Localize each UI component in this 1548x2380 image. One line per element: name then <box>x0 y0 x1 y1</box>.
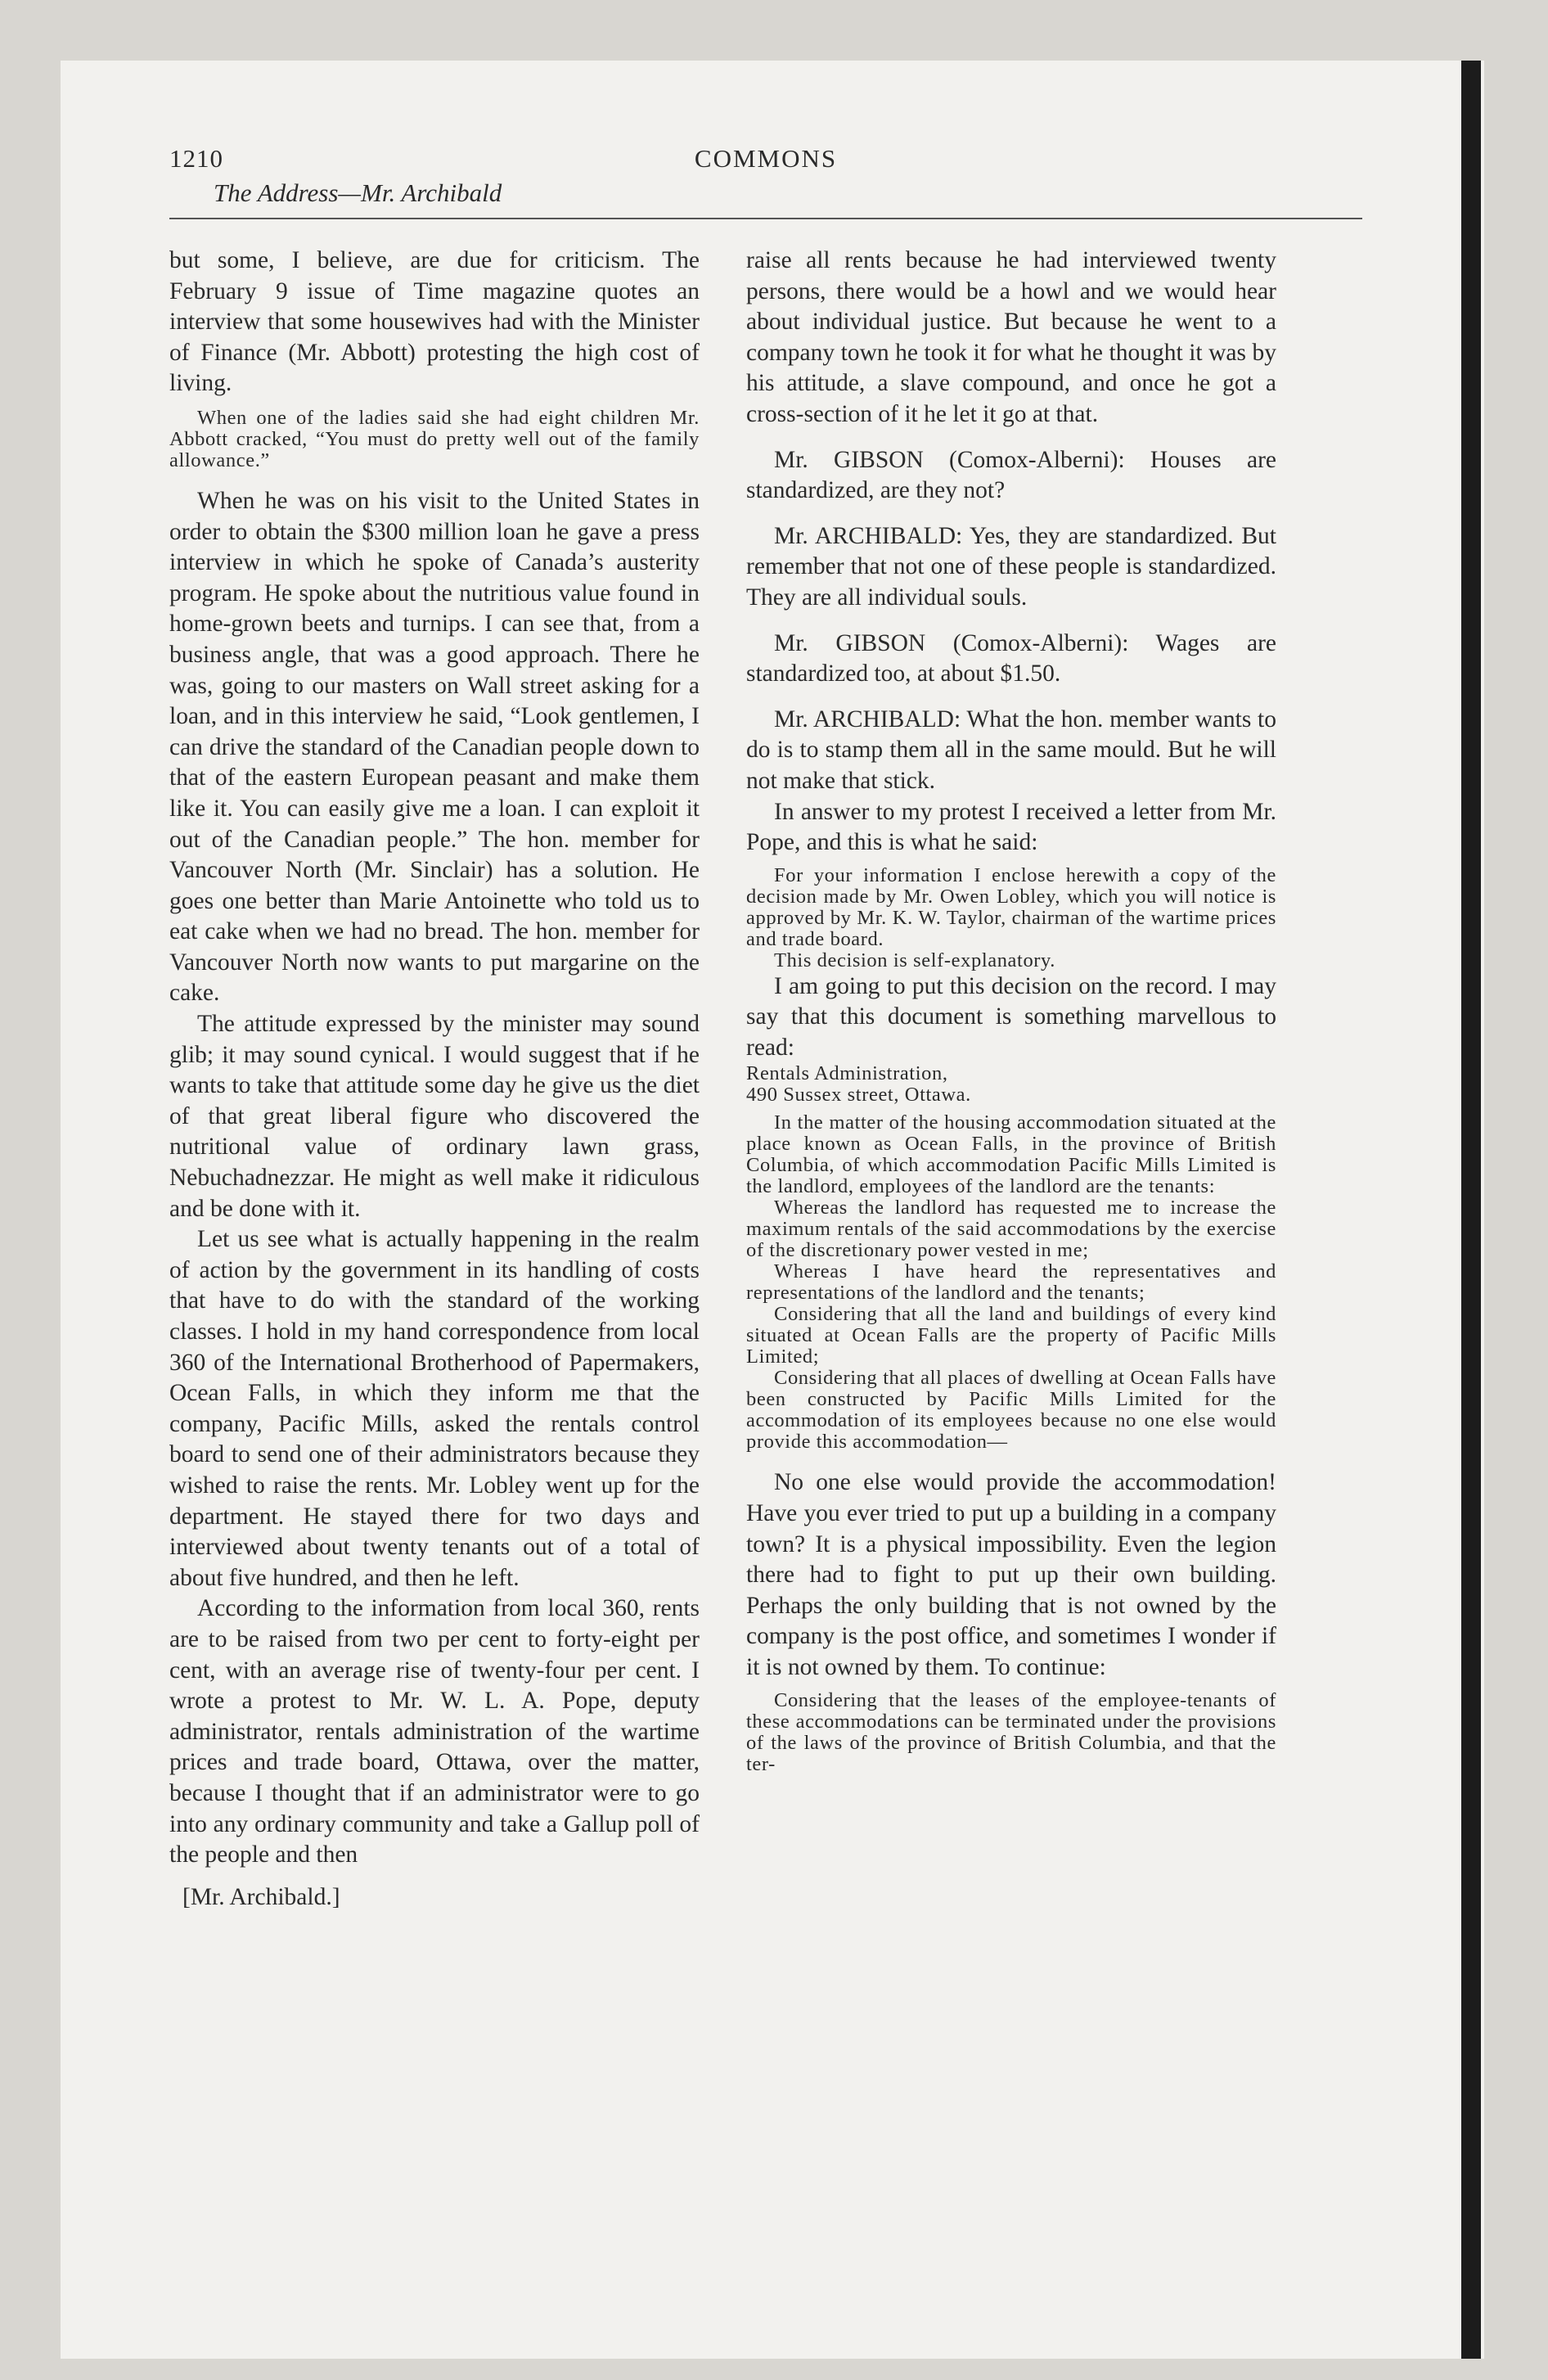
speech-archibald: Mr. ARCHIBALD: Yes, they are standardized. But remember that not one of these people is standardized. They are all individual souls. <box>746 522 1276 611</box>
decision-text: Considering that all the land and buildings of every kind situated at Ocean Falls are the property of Pacific Mills Limited; <box>746 1303 1276 1368</box>
paragraph: The attitude expressed by the minister may sound glib; it may sound cynical. I would suggest that if he wants to take that attitude some day he give us the diet of that great liberal figure who discovered the nutritional value of ordinary lawn grass, Nebuchadnezzar. He might as well make it ridiculous and be done with it. <box>169 1011 700 1222</box>
speech-gibson: Mr. GIBSON (Comox-Alberni): Houses are standardized, are they not? <box>746 446 1276 504</box>
quoted-letter: For your information I enclose herewith a copy of the decision made by Mr. Owen Lobley, which you will notice is approved by Mr. K. W. Taylor, chairman of the wartime prices and trade board. <box>746 863 1276 950</box>
running-subtitle: The Address—Mr. Archibald <box>214 178 502 207</box>
decision-text: Considering that all places of dwelling at Ocean Falls have been constructed by Pacific Mills Limited for the accommodation of its employees because no one else would provide this accommodation— <box>746 1367 1276 1454</box>
paragraph: but some, I believe, are due for criticism. The February 9 issue of Time magazine quotes an interview that some housewives had with the Minister of Finance (Mr. Abbott) protesting the high cost of living. <box>169 247 700 397</box>
letter-address: 490 Sussex street, Ottawa. <box>746 1084 971 1107</box>
quoted-letter: This decision is self-explanatory. <box>774 949 1056 971</box>
speech-gibson: Mr. GIBSON (Comox-Alberni): Wages are standardized too, at about $1.50. <box>746 629 1276 687</box>
paragraph: According to the information from local 360, rents are to be raised from two per cent to forty-eight per cent, with an average rise of twenty-four per cent. I wrote a protest to Mr. W. L. A. Pope, deputy administrator, rentals administration of the wartime prices and trade board, Ottawa, over the matter, because I thought that if an administrator were to go into any ordinary community and take a Gallup poll of the people and then <box>169 1595 700 1868</box>
decision-text: Whereas I have heard the representatives and representations of the landlord and the tenants; <box>746 1260 1276 1305</box>
paragraph: raise all rents because he had interviewed twenty persons, there would be a howl and we would hear about individual justice. But because he went to a company town he took it for what he thought it was by his attitude, a slave compound, and once he got a cross-section of it he let it go at that. <box>746 247 1276 427</box>
left-column <box>169 246 700 1913</box>
paragraph: Let us see what is actually happening in the realm of action by the government in its handling of costs that have to do with the standard of the working classes. I hold in my hand correspondence from local 360 of the International Brotherhood of Papermakers, Ocean Falls, in which they inform me that the company, Pacific Mills, asked the rentals control board to send one of their administrators because they wished to raise the rents. Mr. Lobley went up for the department. He stayed there for two days and interviewed about twenty tenants out of a total of about five hundred, and then he left. <box>169 1226 700 1591</box>
decision-text: Whereas the landlord has requested me to increase the maximum rentals of the said accommodations by the exercise of the discretionary power vested in me; <box>746 1197 1276 1262</box>
letter-address: Rentals Administration, <box>746 1062 948 1085</box>
paragraph: No one else would provide the accommodation! Have you ever tried to put up a building in a company town? It is a physical impossibility. Even the legion there had to fight to put up their own building. Perhaps the only building that is not owned by the company is the post office, and sometimes I wonder if it is not owned by them. To continue: <box>746 1469 1276 1681</box>
right-column <box>746 246 1276 1775</box>
paragraph: When he was on his visit to the United States in order to obtain the $300 million loan he gave a press interview in which he spoke of Canada’s austerity program. He spoke about the nutritious value found in home-grown beets and turnips. I can see that, from a business angle, that was a good approach. There he was, going to our masters on Wall street asking for a loan, and in this interview he said, “Look gentlemen, I can drive the standard of the Canadian people down to that of the eastern European peasant and make them like it. You can easily give me a loan. I can exploit it out of the Canadian people.” The hon. member for Vancouver North (Mr. Sinclair) has a solution. He goes one better than Marie Antoinette who told us to eat cake when we had no bread. The hon. member for Vancouver North now wants to put margarine on the cake. <box>169 487 700 1007</box>
header-rule <box>169 218 1362 219</box>
block-quote: When one of the ladies said she had eight children Mr. Abbott cracked, “You must do pretty well out of the family allowance.” <box>169 406 700 471</box>
speaker-attribution: [Mr. Archibald.] <box>182 1883 340 1910</box>
decision-text: In the matter of the housing accommodation situated at the place known as Ocean Falls, in the province of British Columbia, of which accommodation Pacific Mills Limited is the landlord, employees of the landlord are the tenants: <box>746 1111 1276 1198</box>
speech-archibald: Mr. ARCHIBALD: What the hon. member wants to do is to stamp them all in the same mould. But he will not make that stick. <box>746 705 1276 794</box>
paragraph: I am going to put this decision on the record. I may say that this document is something marvellous to read: <box>746 972 1276 1061</box>
decision-text: Considering that the leases of the employee-tenants of these accommodations can be terminated under the provisions of the laws of the province of British Columbia, and that the ter- <box>746 1688 1276 1775</box>
page-number: 1210 <box>169 144 223 173</box>
paragraph: In answer to my protest I received a letter from Mr. Pope, and this is what he said: <box>746 798 1276 856</box>
running-title: COMMONS <box>694 144 838 173</box>
scan-edge-bar <box>1461 61 1481 2359</box>
page-header <box>169 144 1362 214</box>
